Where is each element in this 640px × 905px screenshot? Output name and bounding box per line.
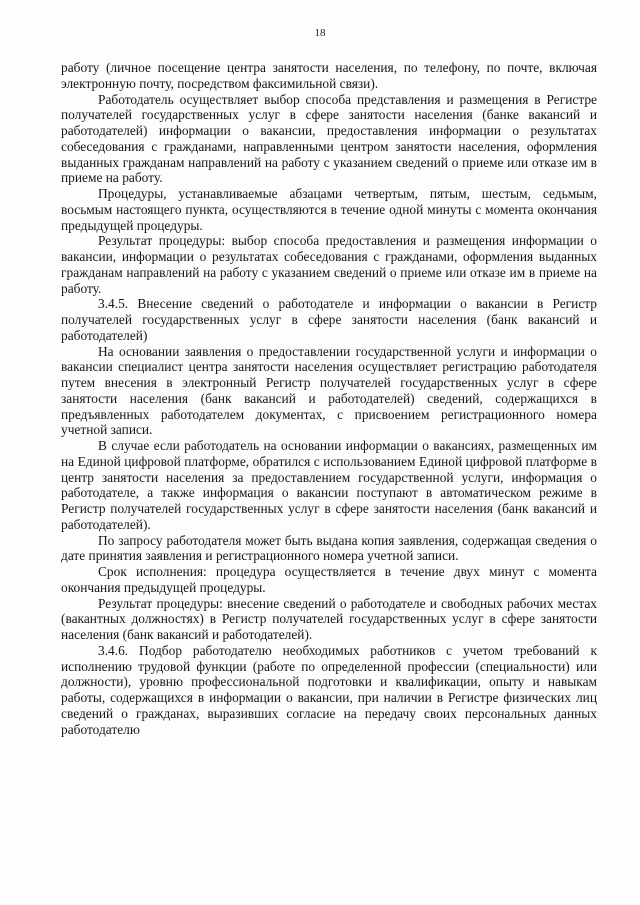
- paragraph-execution-term: Срок исполнения: процедура осуществляется в течение двух минут с момента окончания предыдущей процедуры.: [61, 564, 597, 595]
- paragraph-procedure-result: Результат процедуры: выбор способа предоставления и размещения информации о вакансии, информации о результатах собеседования с гражданами, оформления выданных гражданам направлений на работу с указанием сведений о приеме или отказе им в приеме на работу.: [61, 233, 597, 296]
- paragraph-registration: На основании заявления о предоставлении государственной услуги и информации о вакансии специалист центра занятости населения осуществляет регистрацию работодателя путем внесения в электронный Регистр получателей государственных услуг в сфере занятости населения (банк вакансий и работодателей) сведений, содержащихся в предъявленных работодателем документах, с присвоением регистрационного номера учетной записи.: [61, 343, 597, 438]
- document-body: [61, 60, 597, 737]
- section-heading-3-4-6: 3.4.6. Подбор работодателю необходимых работников с учетом требований к исполнению трудовой функции (работе по определенной профессии (специальности) или должности), уровню профессиональной подготовки и квалификации, опыту и навыкам работы, содержащихся в информации о вакансии, при наличии в Регистре физических лиц сведений о гражданах, выразивших согласие на передачу своих персональных данных работодателю: [61, 642, 597, 737]
- paragraph-continuation: работу (личное посещение центра занятости населения, по телефону, по почте, включая электронную почту, посредством факсимильной связи).: [61, 60, 597, 91]
- page-number: 18: [314, 27, 326, 39]
- paragraph-employer-choice: Работодатель осуществляет выбор способа представления и размещения в Регистре получателей государственных услуг в сфере занятости населения (банке вакансий и работодателей) информации о вакансии, предоставления информации о результатах собеседования с гражданами, направленными центром занятости населения, оформления выданных гражданам направлений на работу с указанием сведений о приеме или отказе им в приеме на работу.: [61, 91, 597, 186]
- paragraph-digital-platform: В случае если работодатель на основании информации о вакансиях, размещенных им на Единой цифровой платформе, обратился с использованием Единой цифровой платформе в центр занятости населения за предоставлением государственной услуги, информация о работодателе, а также информация о вакансии поступают в автоматическом режиме в Регистр получателей государственных услуг в сфере занятости населения (банк вакансий и работодателей).: [61, 438, 597, 532]
- paragraph-procedures-timing: Процедуры, устанавливаемые абзацами четвертым, пятым, шестым, седьмым, восьмым настоящего пункта, осуществляются в течение одной минуты с момента окончания предыдущей процедуры.: [61, 186, 597, 233]
- paragraph-copy-request: По запросу работодателя может быть выдана копия заявления, содержащая сведения о дате принятия заявления и регистрационного номера учетной записи.: [61, 532, 597, 564]
- section-heading-3-4-5: 3.4.5. Внесение сведений о работодателе и информации о вакансии в Регистр получателей государственных услуг в сфере занятости населения (банк вакансий и работодателей): [61, 296, 597, 343]
- paragraph-procedure-result-2: Результат процедуры: внесение сведений о работодателе и свободных рабочих местах (вакантных должностях) в Регистр получателей государственных услуг в сфере занятости населения (банк вакансий и работодателей).: [61, 595, 597, 642]
